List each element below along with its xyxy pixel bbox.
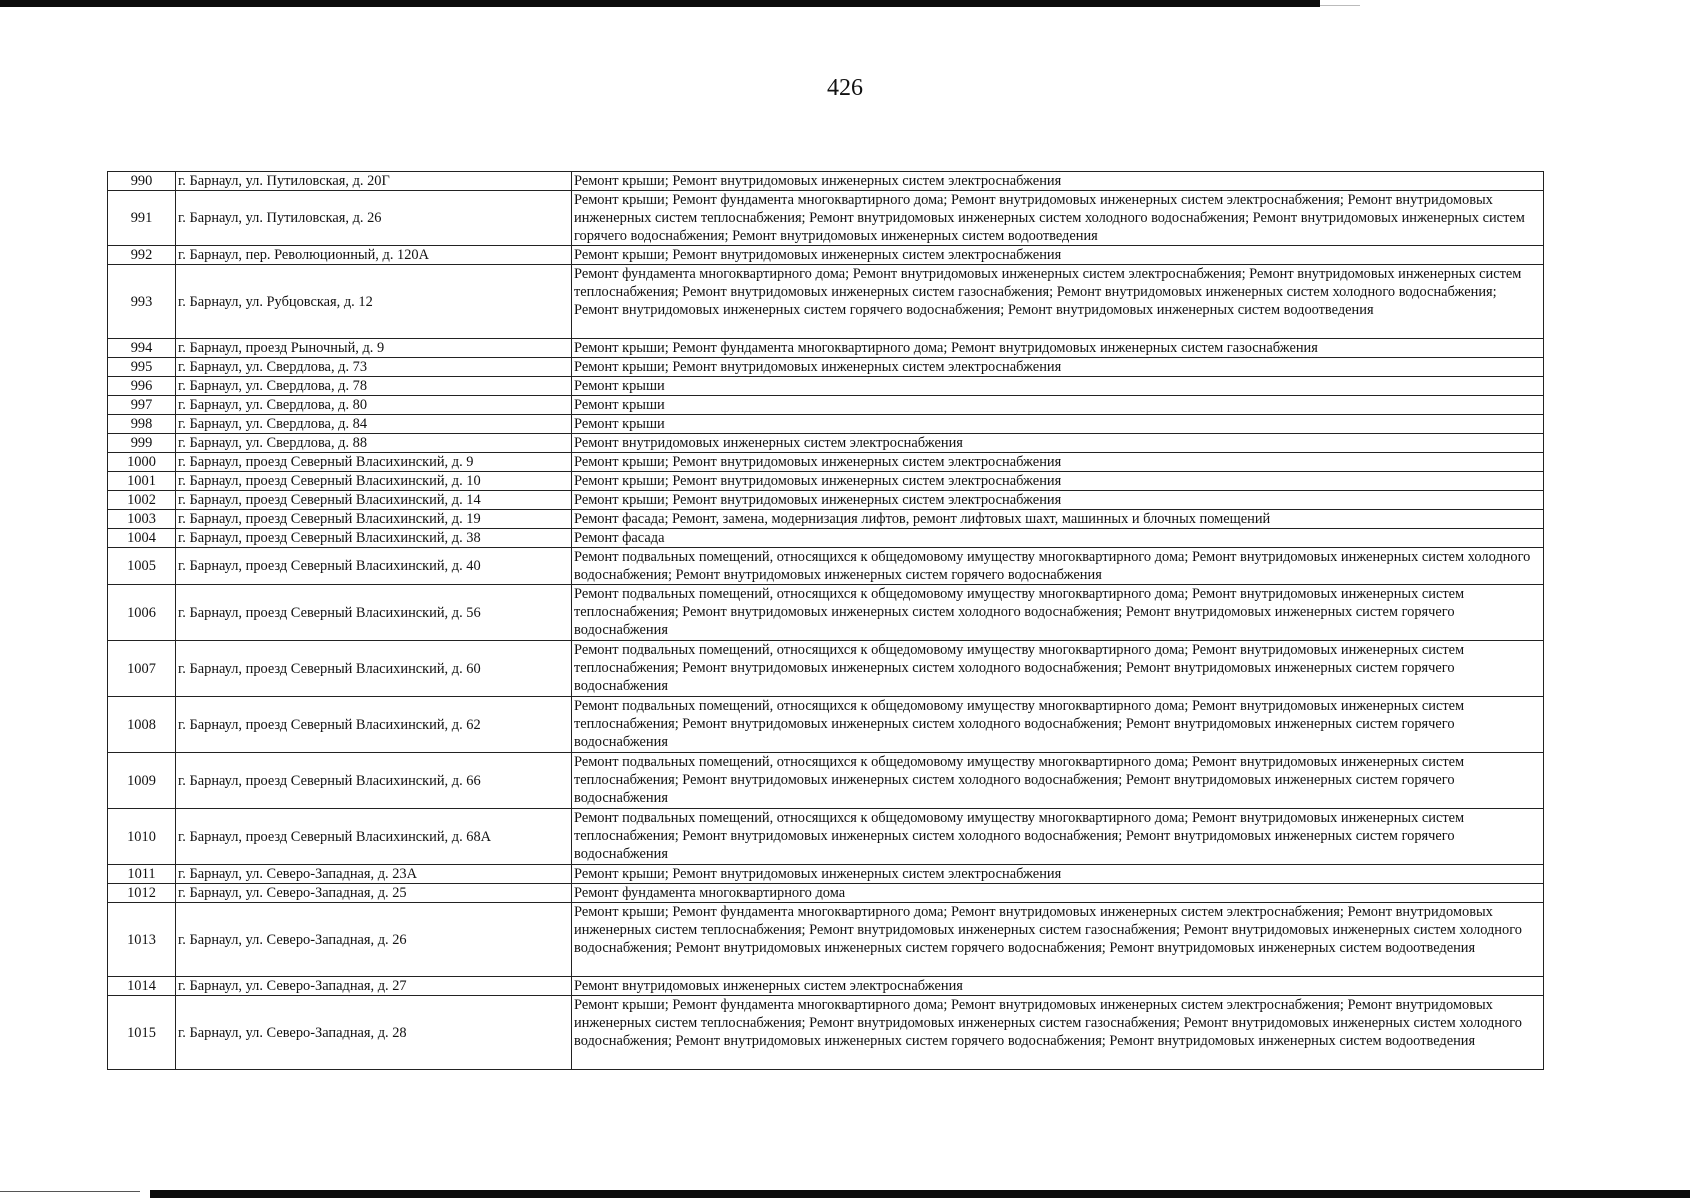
- row-works: Ремонт крыши; Ремонт внутридомовых инженерных систем электроснабжения: [572, 865, 1544, 884]
- page-number: 426: [827, 75, 863, 101]
- table-row: [108, 753, 1544, 809]
- row-number: 1001: [108, 472, 176, 491]
- row-works: Ремонт крыши: [572, 377, 1544, 396]
- row-address: г. Барнаул, проезд Северный Власихинский, д. 19: [176, 510, 572, 529]
- table-row: [108, 510, 1544, 529]
- row-address: г. Барнаул, проезд Северный Власихинский, д. 66: [176, 753, 572, 809]
- row-works: Ремонт крыши; Ремонт внутридомовых инженерных систем электроснабжения: [572, 358, 1544, 377]
- row-works: Ремонт фундамента многоквартирного дома; Ремонт внутридомовых инженерных систем электроснабжения; Ремонт внутридомовых инженерных систем теплоснабжения; Ремонт внутридомовых инженерных систем газоснабжения; Ремонт внутридомовых инженерных систем холодного водоснабжения; Ремонт внутридомовых инженерных систем горячего водоснабжения; Ремонт внутридомовых инженерных систем водоотведения: [572, 265, 1544, 339]
- table-row: [108, 697, 1544, 753]
- row-works: Ремонт подвальных помещений, относящихся к общедомовому имуществу многоквартирного дома; Ремонт внутридомовых инженерных систем теплоснабжения; Ремонт внутридомовых инженерных систем холодного водоснабжения; Ремонт внутридомовых инженерных систем горячего водоснабжения: [572, 809, 1544, 865]
- row-address: г. Барнаул, пер. Революционный, д. 120А: [176, 246, 572, 265]
- bottom-scan-border: [150, 1190, 1690, 1198]
- row-works: Ремонт фасада; Ремонт, замена, модернизация лифтов, ремонт лифтовых шахт, машинных и блочных помещений: [572, 510, 1544, 529]
- row-number: 995: [108, 358, 176, 377]
- row-number: 1015: [108, 996, 176, 1070]
- row-works: Ремонт крыши; Ремонт внутридомовых инженерных систем электроснабжения: [572, 172, 1544, 191]
- row-number: 992: [108, 246, 176, 265]
- row-address: г. Барнаул, проезд Северный Власихинский, д. 9: [176, 453, 572, 472]
- row-works: Ремонт крыши; Ремонт фундамента многоквартирного дома; Ремонт внутридомовых инженерных систем электроснабжения; Ремонт внутридомовых инженерных систем теплоснабжения; Ремонт внутридомовых инженерных систем газоснабжения; Ремонт внутридомовых инженерных систем холодного водоснабжения; Ремонт внутридомовых инженерных систем горячего водоснабжения; Ремонт внутридомовых инженерных систем водоотведения: [572, 996, 1544, 1070]
- row-address: г. Барнаул, проезд Северный Власихинский, д. 68А: [176, 809, 572, 865]
- row-works: Ремонт внутридомовых инженерных систем электроснабжения: [572, 434, 1544, 453]
- row-address: г. Барнаул, ул. Свердлова, д. 80: [176, 396, 572, 415]
- row-address: г. Барнаул, ул. Северо-Западная, д. 26: [176, 903, 572, 977]
- row-number: 1007: [108, 641, 176, 697]
- row-number: 1002: [108, 491, 176, 510]
- row-works: Ремонт крыши; Ремонт фундамента многоквартирного дома; Ремонт внутридомовых инженерных систем электроснабжения; Ремонт внутридомовых инженерных систем теплоснабжения; Ремонт внутридомовых инженерных систем газоснабжения; Ремонт внутридомовых инженерных систем холодного водоснабжения; Ремонт внутридомовых инженерных систем горячего водоснабжения; Ремонт внутридомовых инженерных систем водоотведения: [572, 903, 1544, 977]
- row-number: 1005: [108, 548, 176, 585]
- row-address: г. Барнаул, проезд Северный Власихинский, д. 14: [176, 491, 572, 510]
- row-works: Ремонт внутридомовых инженерных систем электроснабжения: [572, 977, 1544, 996]
- row-number: 991: [108, 191, 176, 246]
- repair-works-table: [107, 171, 1544, 1070]
- row-number: 997: [108, 396, 176, 415]
- row-number: 1000: [108, 453, 176, 472]
- table-row: [108, 358, 1544, 377]
- row-address: г. Барнаул, ул. Свердлова, д. 88: [176, 434, 572, 453]
- table-row: [108, 472, 1544, 491]
- row-address: г. Барнаул, ул. Свердлова, д. 78: [176, 377, 572, 396]
- row-address: г. Барнаул, ул. Свердлова, д. 73: [176, 358, 572, 377]
- row-address: г. Барнаул, проезд Северный Власихинский, д. 38: [176, 529, 572, 548]
- row-works: Ремонт крыши; Ремонт внутридомовых инженерных систем электроснабжения: [572, 453, 1544, 472]
- table-row: [108, 548, 1544, 585]
- row-number: 996: [108, 377, 176, 396]
- table-row: [108, 265, 1544, 339]
- table-row: [108, 977, 1544, 996]
- table-row: [108, 396, 1544, 415]
- table-row: [108, 884, 1544, 903]
- row-address: г. Барнаул, ул. Путиловская, д. 26: [176, 191, 572, 246]
- row-works: Ремонт фундамента многоквартирного дома: [572, 884, 1544, 903]
- row-number: 1012: [108, 884, 176, 903]
- row-number: 993: [108, 265, 176, 339]
- row-works: Ремонт крыши: [572, 396, 1544, 415]
- row-address: г. Барнаул, ул. Свердлова, д. 84: [176, 415, 572, 434]
- table-row: [108, 903, 1544, 977]
- table-row: [108, 585, 1544, 641]
- table-row: [108, 865, 1544, 884]
- top-scan-border-fragment: [1320, 5, 1360, 6]
- row-works: Ремонт подвальных помещений, относящихся к общедомовому имуществу многоквартирного дома; Ремонт внутридомовых инженерных систем теплоснабжения; Ремонт внутридомовых инженерных систем холодного водоснабжения; Ремонт внутридомовых инженерных систем горячего водоснабжения: [572, 641, 1544, 697]
- table-row: [108, 172, 1544, 191]
- row-number: 990: [108, 172, 176, 191]
- row-works: Ремонт фасада: [572, 529, 1544, 548]
- row-address: г. Барнаул, ул. Северо-Западная, д. 25: [176, 884, 572, 903]
- row-address: г. Барнаул, проезд Северный Власихинский, д. 62: [176, 697, 572, 753]
- table-row: [108, 339, 1544, 358]
- row-number: 1011: [108, 865, 176, 884]
- row-address: г. Барнаул, проезд Рыночный, д. 9: [176, 339, 572, 358]
- row-number: 994: [108, 339, 176, 358]
- row-works: Ремонт крыши; Ремонт внутридомовых инженерных систем электроснабжения: [572, 491, 1544, 510]
- table-row: [108, 491, 1544, 510]
- row-works: Ремонт подвальных помещений, относящихся к общедомовому имуществу многоквартирного дома; Ремонт внутридомовых инженерных систем теплоснабжения; Ремонт внутридомовых инженерных систем холодного водоснабжения; Ремонт внутридомовых инженерных систем горячего водоснабжения: [572, 585, 1544, 641]
- table-row: [108, 191, 1544, 246]
- table-row: [108, 246, 1544, 265]
- table-row: [108, 529, 1544, 548]
- table-body: [108, 172, 1544, 1070]
- row-address: г. Барнаул, ул. Северо-Западная, д. 28: [176, 996, 572, 1070]
- row-address: г. Барнаул, проезд Северный Власихинский, д. 40: [176, 548, 572, 585]
- row-address: г. Барнаул, ул. Рубцовская, д. 12: [176, 265, 572, 339]
- row-number: 1009: [108, 753, 176, 809]
- table-row: [108, 377, 1544, 396]
- row-works: Ремонт крыши; Ремонт фундамента многоквартирного дома; Ремонт внутридомовых инженерных систем электроснабжения; Ремонт внутридомовых инженерных систем теплоснабжения; Ремонт внутридомовых инженерных систем холодного водоснабжения; Ремонт внутридомовых инженерных систем горячего водоснабжения; Ремонт внутридомовых инженерных систем водоотведения: [572, 191, 1544, 246]
- table-row: [108, 809, 1544, 865]
- row-number: 999: [108, 434, 176, 453]
- top-scan-border: [0, 0, 1320, 7]
- row-works: Ремонт крыши: [572, 415, 1544, 434]
- row-address: г. Барнаул, ул. Северо-Западная, д. 23А: [176, 865, 572, 884]
- row-number: 1003: [108, 510, 176, 529]
- row-works: Ремонт подвальных помещений, относящихся к общедомовому имуществу многоквартирного дома; Ремонт внутридомовых инженерных систем холодного водоснабжения; Ремонт внутридомовых инженерных систем горячего водоснабжения: [572, 548, 1544, 585]
- row-address: г. Барнаул, проезд Северный Власихинский, д. 60: [176, 641, 572, 697]
- row-works: Ремонт подвальных помещений, относящихся к общедомовому имуществу многоквартирного дома; Ремонт внутридомовых инженерных систем теплоснабжения; Ремонт внутридомовых инженерных систем холодного водоснабжения; Ремонт внутридомовых инженерных систем горячего водоснабжения: [572, 753, 1544, 809]
- row-number: 1010: [108, 809, 176, 865]
- table-row: [108, 996, 1544, 1070]
- row-number: 1008: [108, 697, 176, 753]
- table-row: [108, 434, 1544, 453]
- row-address: г. Барнаул, проезд Северный Власихинский, д. 10: [176, 472, 572, 491]
- row-works: Ремонт крыши; Ремонт внутридомовых инженерных систем электроснабжения: [572, 246, 1544, 265]
- table-row: [108, 641, 1544, 697]
- row-address: г. Барнаул, проезд Северный Власихинский, д. 56: [176, 585, 572, 641]
- row-number: 1006: [108, 585, 176, 641]
- row-number: 998: [108, 415, 176, 434]
- row-number: 1013: [108, 903, 176, 977]
- row-address: г. Барнаул, ул. Путиловская, д. 20Г: [176, 172, 572, 191]
- row-works: Ремонт крыши; Ремонт внутридомовых инженерных систем электроснабжения: [572, 472, 1544, 491]
- table-row: [108, 415, 1544, 434]
- row-works: Ремонт крыши; Ремонт фундамента многоквартирного дома; Ремонт внутридомовых инженерных систем газоснабжения: [572, 339, 1544, 358]
- bottom-scan-border-fragment: [0, 1191, 140, 1192]
- row-address: г. Барнаул, ул. Северо-Западная, д. 27: [176, 977, 572, 996]
- row-number: 1004: [108, 529, 176, 548]
- row-number: 1014: [108, 977, 176, 996]
- table-row: [108, 453, 1544, 472]
- row-works: Ремонт подвальных помещений, относящихся к общедомовому имуществу многоквартирного дома; Ремонт внутридомовых инженерных систем теплоснабжения; Ремонт внутридомовых инженерных систем холодного водоснабжения; Ремонт внутридомовых инженерных систем горячего водоснабжения: [572, 697, 1544, 753]
